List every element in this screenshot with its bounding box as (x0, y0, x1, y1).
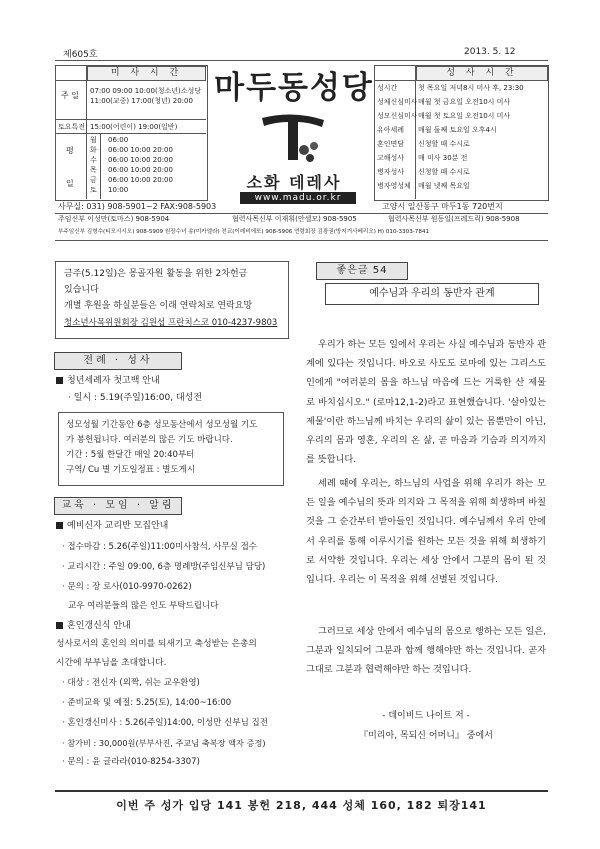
parish-website[interactable]: www.madu.or.kr (240, 192, 356, 204)
weekday-times: 06:00 (108, 136, 129, 144)
weekday-label-top: 평 (66, 146, 74, 155)
pastor-contact: 주임신부 이성만(토마스) 908-5904 (58, 215, 170, 223)
square-bullet-icon (56, 377, 63, 384)
weekday-label-bottom: 일 (66, 179, 74, 188)
sacrament-text: 매월 둘째 토요일 오후4시 (418, 126, 497, 134)
weekday-day: 금 (90, 176, 97, 184)
sacrament-text: 첫 목요일 저녁8시 미사 후, 23:30 (418, 84, 524, 92)
catechumen-line: · 접수마감 : 5.26(주일)11:00미사참석, 사무실 접수 (62, 542, 257, 552)
square-bullet-icon (56, 622, 63, 629)
sacrament-text: 매월 첫 금요일 오전10시 미사 (418, 98, 511, 106)
saturday-times: 15:00(어린이) 19:00(일반) (90, 123, 178, 131)
weekday-day: 목 (90, 166, 97, 174)
first-confession-heading: 청년세례자 첫고백 안내 (56, 375, 160, 388)
notice-line-2: 있습니다 (64, 285, 99, 295)
mass-schedule-title: 미 사 시 간 (87, 66, 206, 81)
notice-line-3: 개별 후원을 하실분들은 이래 연락처로 연락요망 (64, 301, 253, 311)
rosary-line-2: 가 봉헌됩니다. 여러분의 많은 기도 바랍니다. (66, 435, 233, 445)
sunday-label: 주 일 (61, 91, 79, 100)
catechumen-line: · 교리시간 : 주일 09:00, 6층 명례방(주임신부님 담당) (62, 562, 266, 572)
wedding-line: · 문의 : 윤 글라라(010-8254-3307) (62, 757, 200, 767)
notice-line-1: 금주(5.12일)은 몽골자원 활동을 위한 2차헌금 (64, 269, 248, 279)
reading-title: 예수님과 우리의 동반자 관계 (325, 283, 539, 305)
weekday-day: 토 (90, 186, 97, 194)
catechumen-line: · 문의 : 장 로사(010-9970-0262) (62, 582, 192, 592)
issue-number: 제605호 (63, 50, 98, 60)
header-rule (55, 60, 548, 61)
sacrament-text: 신청할 때 수시로 (418, 168, 470, 176)
wedding-renewal-heading: 혼인갱신식 안내 (56, 620, 131, 633)
sacrament-text: 매월 넷째 목요일 (418, 182, 470, 190)
square-bullet-icon (56, 522, 63, 529)
hymn-footer: 이번 주 성가 입당 141 봉헌 218, 444 성체 160, 182 퇴장141 (116, 799, 487, 812)
wedding-line: · 대상 : 전신자 (외짝, 쉬는 교우환영) (62, 678, 200, 688)
parish-address: 고양시 일산동구 마두1동 720번지 (382, 202, 503, 211)
weekday-times: 06:00 10:00 20:00 (108, 146, 173, 154)
reading-author: - 데이비드 나이트 저 - (382, 711, 470, 721)
rosary-line-4: 구역/ Cu 별 기도일정표 : 별도게시 (66, 465, 196, 475)
wedding-line: · 혼인갱신미사 : 5.26(주일)14:00, 이성만 신부님 집전 (62, 718, 268, 728)
sacrament-text: 매 미사 30분 전 (418, 154, 468, 162)
catechumen-heading: 예비신자 교리반 모집안내 (56, 520, 168, 533)
cross-logo (258, 108, 328, 166)
rosary-line-3: 기간 : 5월 한달간 매일 20:40부터 (66, 450, 195, 460)
weekday-day: 화 (90, 146, 97, 154)
weekday-times: 06:00 10:00 20:00 (108, 156, 173, 164)
issue-date: 2013. 5. 12 (464, 47, 516, 57)
assistant-priest-2: 협력사목신부 원동일(프레드릭) 908-5908 (388, 215, 520, 223)
reading-paragraph-3: 그러므로 세상 안에서 예수님의 몸으로 행하는 모든 일은, 그분과 일치되어 그분과 함께 행해야만 하는 것입니다. 곧자 그대로 그분과 협력해야만 하는 것입니다. (306, 626, 546, 676)
sacrament-label: 병자성사 (377, 168, 405, 176)
reading-paragraph-1: 우리가 하는 모든 일에서 우리는 사실 예수님과 동반자 관계에 있다는 것입니다. 바오로 사도도 로마에 있는 그리스도인에게 "여러분의 몸을 하느님 마음에 드는 거룩한 산 제물로 바치십시오." (로마12,1-2)라고 표현했습니다. '살아있는 제물'이란 하느님께 바치는 우리의 삶이 있는 몸뿐만이 아닌, 우리의 몸과 영혼, 우리의 온 삶, 곧 마음과 기슴과 의지까지를 뜻합니다. (306, 339, 546, 466)
sacrament-label: 고해성사 (377, 154, 405, 162)
sacrament-title: 성 사 시 간 (416, 66, 548, 81)
weekday-day: 월 (90, 136, 97, 144)
wedding-intro-2: 시간에 부부님을 초대합니다. (56, 658, 167, 668)
saturday-label: 토요특전 (58, 123, 86, 131)
section-education-title: 교육 · 모임 · 알림 (54, 497, 182, 515)
weekday-times: 06:00 10:00 20:00 (108, 166, 173, 174)
reading-source: 『미리아, 목되신 어머니』 중에서 (359, 731, 493, 741)
sunday-times-2: 11:00(교중) 17:00(청년) 20:00 (90, 97, 193, 105)
sacrament-label: 병자영성체 (377, 182, 411, 190)
sacrament-label: 성체신심미사 (377, 98, 418, 106)
section-liturgy-title: 전례 · 성사 (54, 352, 182, 370)
sacrament-text: 매월 첫 토요일 오전10시 미사 (418, 112, 511, 120)
wedding-line: · 준비교육 및 예절: 5.25(토), 14:00~16:00 (62, 698, 232, 708)
assistant-priest-1: 협력사목신부 이재휘(안셀모) 908-5905 (232, 215, 357, 223)
sacrament-text: 신청할 때 수시로 (418, 140, 470, 148)
reading-tag: 좋은글 54 (316, 262, 408, 280)
sacrament-label: 성시간 (377, 84, 398, 92)
weekday-times: 06:00 10:00 20:00 (108, 176, 173, 184)
sacrament-label: 성모신심미사 (377, 112, 418, 120)
staff-contact: 부주임신부 김형수(티모시시오) 908-5909 원장수녀 송(미카엘라) 전교(이레비에또) 908-5906 연령회장 김광권(방지거사베리오) H) 010-3303-7841 (58, 229, 430, 235)
office-contact: 사무실: 031) 908-5901~2 FAX:908-5903 (58, 202, 217, 211)
notice-line-4: 청소년사목위원회장 김원섭 프란치스코 010-4237-9803 (64, 318, 278, 328)
catechumen-line: 교우 여러분들의 많은 인도 부탁드립니다 (68, 601, 219, 611)
parish-subtitle: 소화 데레사 (246, 173, 342, 192)
first-confession-date: · 일시 : 5.19(주일)16:00, 대성전 (68, 393, 203, 403)
wedding-line: · 참가비 : 30,000원(부부사진, 주교님 축복장 액자 증정) (62, 738, 266, 748)
sunday-times-1: 07:00 09:00 10:00(청소년)소성당 (90, 87, 202, 95)
sacrament-label: 혼인면담 (377, 140, 405, 148)
weekday-times: 10:00 (108, 186, 129, 194)
rosary-line-1: 성모성월 기간동안 6층 성모동산에서 성모성월 기도 (66, 420, 258, 430)
weekday-day: 수 (90, 156, 97, 164)
wedding-intro-1: 성사로서의 혼인의 의미를 되새기고 축성받는 은총의 (56, 639, 257, 649)
parish-name: 마두동성당 (214, 70, 374, 106)
reading-paragraph-2: 세례 때에 우리는, 하느님의 사업을 위해 우리가 하는 모든 일을 예수님의 뜻과 의지와 그 목적을 위해 희생하며 바칠 것을 그 순간부터 받아들인 것입니다. 예수님께서 우리 안에서 우리를 통해 이루시기를 원하는 모든 것을 위해 희생하기로 서약한 것입니다. 우리는 세상 안에서 그분의 몸이 된 것입니다. 우리는 이 목적을 위해 선별된 것입니다. (306, 478, 546, 586)
sacrament-label: 유아세례 (377, 126, 405, 134)
